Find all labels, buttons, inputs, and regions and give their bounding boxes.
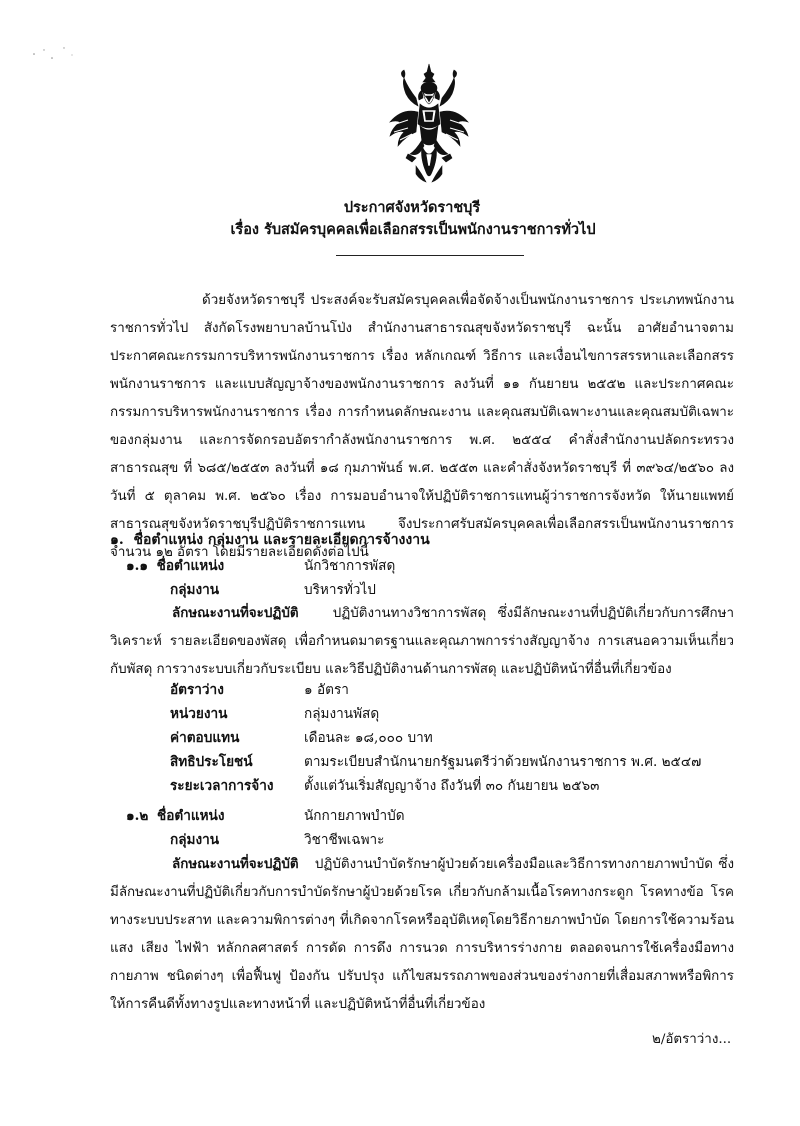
position-2-duty-label: ลักษณะงานที่จะปฏิบัติ <box>172 856 299 872</box>
position-2-duty-text: ปฏิบัติงานบำบัดรักษาผู้ป่วยด้วยเครื่องมือและวิธีการทางกายภาพบำบัด ซึ่งมีลักษณะงานที่ปฏิบัติเกี่ยวกับการบำบัดรักษาผู้ป่วยด้วยโรค เกี่ยวกับกล้ามเนื้อโรคทางกระดูก โรคทางข้อ โรคทางระบบประสาท และความพิการต่างๆ ที่เกิดจากโรคหรืออุบัติเหตุโดยวิธีกายภาพบำบัด โดยการใช้ความร้อน แสง เสียง ไฟฟ้า หลักกลศาสตร์ การดัด การดึง การนวด การบริหารร่างกาย ตลอดจนการใช้เครื่องมือทางกายภาพ ชนิดต่างๆ เพื่อฟื้นฟู ป้องกัน ปรับปรุง แก้ไขสมรรถภาพของส่วนของร่างกายที่เสื่อมสภาพหรือพิการให้การคืนดีทั้งทางรูปและทางหน้าที่ และปฏิบัติหน้าที่อื่นที่เกี่ยวข้อง <box>110 857 734 1012</box>
position-1-vacancy-label: อัตราว่าง <box>170 682 224 698</box>
page-continuation: ๒/อัตราว่าง... <box>652 1032 732 1047</box>
position-1-period-label: ระยะเวลาการจ้าง <box>170 778 274 794</box>
position-1-vacancy-value: ๑ อัตรา <box>304 682 349 698</box>
position-1-period-value: ตั้งแต่วันเริ่มสัญญาจ้าง ถึงวันที่ ๓๐ กันยายน ๒๕๖๓ <box>304 778 600 794</box>
position-1-group-label: กลุ่มงาน <box>170 582 220 598</box>
position-2-group-label: กลุ่มงาน <box>170 832 220 848</box>
position-2-title-label: ชื่อตำแหน่ง <box>156 808 225 824</box>
announcement-subject: เรื่อง รับสมัครบุคคลเพื่อเลือกสรรเป็นพนักงานราชการทั่วไป <box>230 221 596 238</box>
position-1-title-label: ชื่อตำแหน่ง <box>156 558 225 574</box>
scan-specks <box>30 40 90 70</box>
position-1-duty-label: ลักษณะงานที่จะปฏิบัติ <box>172 605 299 621</box>
position-1-number: ๑.๑ <box>126 558 148 574</box>
section-1-number: ๑. <box>110 532 124 548</box>
position-1-duty-text: ปฏิบัติงานทางวิชาการพัสดุ ซึ่งมีลักษณะงานที่ปฏิบัติเกี่ยวกับการศึกษา วิเคราะห์ รายละเอียดของพัสดุ เพื่อกำหนดมาตรฐานและคุณภาพการร่างสัญญาจ้าง การเสนอความเห็นเกี่ยวกับพัสดุ การวางระบบเกี่ยวกับระเบียบ และวิธีปฏิบัติงานด้านการพัสดุ และปฏิบัติหน้าที่อื่นที่เกี่ยวข้อง <box>110 606 734 677</box>
garuda-emblem-icon <box>386 62 472 186</box>
position-1-title-value: นักวิชาการพัสดุ <box>304 558 396 574</box>
position-1-duty <box>110 599 734 684</box>
position-1-pay-value: เดือนละ ๑๘,๐๐๐ บาท <box>304 730 433 746</box>
position-2-number: ๑.๒ <box>126 808 149 824</box>
position-1-benefit-value: ตามระเบียบสำนักนายกรัฐมนตรีว่าด้วยพนักงานราชการ พ.ศ. ๒๕๔๗ <box>304 754 702 770</box>
position-1-unit-value: กลุ่มงานพัสดุ <box>304 706 380 722</box>
position-2-title-row <box>126 806 225 826</box>
position-1-title-row <box>126 556 224 576</box>
announcement-title: ประกาศจังหวัดราชบุรี <box>343 199 481 216</box>
position-1-group-value: บริหารทั่วไป <box>304 582 376 598</box>
position-2-group-value: วิชาชีพเฉพาะ <box>304 832 385 848</box>
section-1-title: ชื่อตำแหน่ง กลุ่มงาน และรายละเอียดการจ้างงาน <box>133 532 430 548</box>
position-2-title-value: นักกายภาพบำบัด <box>304 808 405 824</box>
section-1-heading <box>110 530 430 550</box>
intro-paragraph: ด้วยจังหวัดราชบุรี ประสงค์จะรับสมัครบุคคลเพื่อจัดจ้างเป็นพนักงานราชการ ประเภทพนักงานราชการทั่วไป สังกัดโรงพยาบาลบ้านโป่ง สำนักงานสาธารณสุขจังหวัดราชบุรี ฉะนั้น อาศัยอำนาจตามประกาศคณะกรรมการบริหารพนักงานราชการ เรื่อง หลักเกณฑ์ วิธีการ และเงื่อนไขการสรรหาและเลือกสรรพนักงานราชการ และแบบสัญญาจ้างของพนักงานราชการ ลงวันที่ ๑๑ กันยายน ๒๕๕๒ และประกาศคณะกรรมการบริหารพนักงานราชการ เรื่อง การกำหนดลักษณะงาน และคุณสมบัติเฉพาะงานและคุณสมบัติเฉพาะของกลุ่มงาน และการจัดกรอบอัตรากำลังพนักงานราชการ พ.ศ. ๒๕๕๔ คำสั่งสำนักงานปลัดกระทรวงสาธารณสุข ที่ ๖๘๕/๒๕๕๓ ลงวันที่ ๑๘ กุมภาพันธ์ พ.ศ. ๒๕๕๓ และคำสั่งจังหวัดราชบุรี ที่ ๓๙๖๔/๒๕๖๐ ลงวันที่ ๕ ตุลาคม พ.ศ. ๒๕๖๐ เรื่อง การมอบอำนาจให้ปฏิบัติราชการแทนผู้ว่าราชการจังหวัด ให้นายแพทย์สาธารณสุขจังหวัดราชบุรีปฏิบัติราชการแทน จึงประกาศรับสมัครบุคคลเพื่อเลือกสรรเป็นพนักงานราชการ จำนวน ๑๒ อัตรา โดยมีรายละเอียดดังต่อไปนี้ <box>110 293 734 560</box>
position-2-duty <box>110 850 734 1019</box>
position-1-benefit-label: สิทธิประโยชน์ <box>170 754 253 770</box>
position-1-pay-label: ค่าตอบแทน <box>170 730 240 746</box>
title-underline <box>336 255 524 256</box>
position-1-unit-label: หน่วยงาน <box>170 706 228 722</box>
